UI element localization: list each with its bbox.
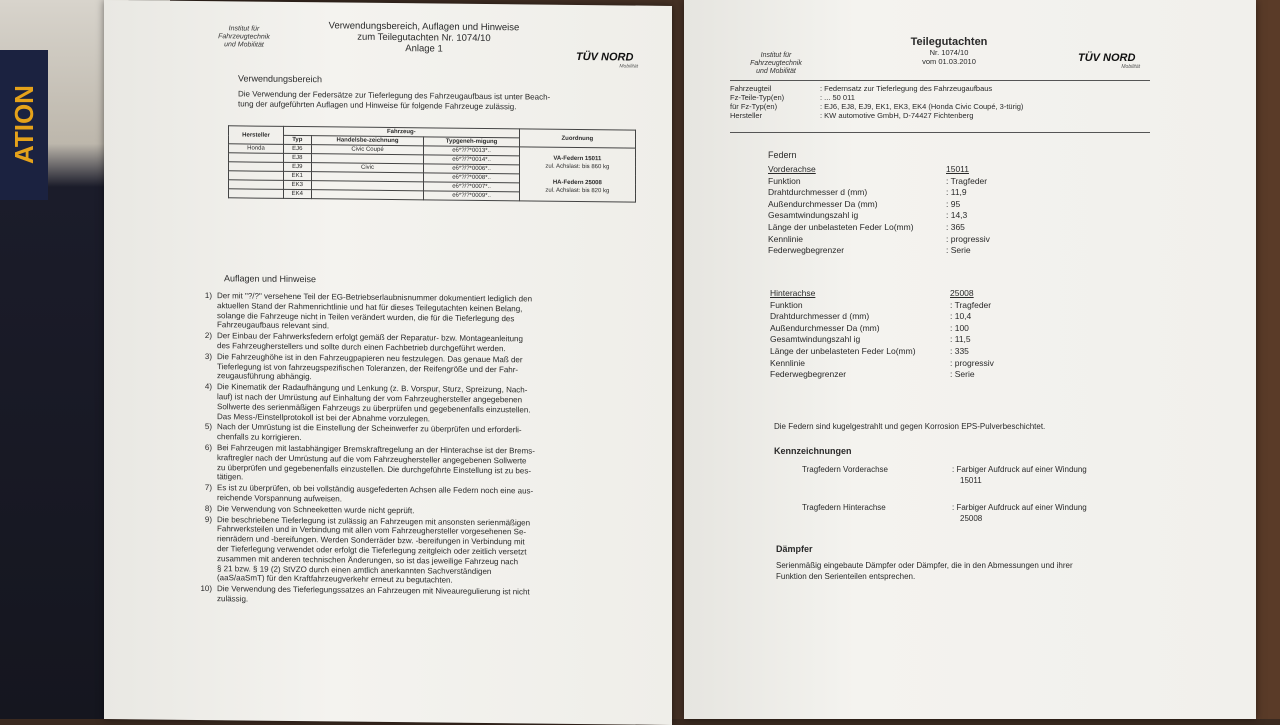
rear-axle-specs: Hinterachse 25008 Funktion : Tragfeder Drahtdurchmesser d (mm) : 10,4 Außendurchmesser Da (mm) : 100 Gesamtwindungszahl ig : 11,5 Länge der unbelasteten Feder Lo(mm) : 335 Kennlinie : progressiv Federwegbegrenzer : Serie: [770, 288, 994, 380]
col-header: Hersteller: [229, 126, 284, 145]
section-title: Auflagen und Hinweise: [224, 273, 317, 285]
tuv-logo: TÜV NORD Mobilität: [576, 50, 638, 70]
folder-cover-text: ATION: [0, 50, 48, 200]
assignment-cell: VA-Federn 15011 zul. Achslast: bis 860 kg HA-Federn 25008 zul. Achslast: bis 820 kg: [519, 147, 635, 202]
institute-label: Institut für Fahrzeugtechnik und Mobilität: [750, 52, 802, 75]
coating-note: Die Federn sind kugelgestrahlt und gegen Korrosion EPS-Pulverbeschichtet.: [774, 422, 1046, 431]
front-axle-specs: Vorderachse 15011 Funktion : Tragfeder Drahtdurchmesser d (mm) : 11,9 Außendurchmesser Da (mm) : 95 Gesamtwindungszahl ig : 14,3 Länge der unbelasteten Feder Lo(mm) : 365 Kennlinie : progressiv Federwegbegrenzer : Serie: [768, 164, 990, 256]
list-item: 2) Der Einbau der Fahrwerksfedern erfolgt gemäß der Reparatur- bzw. Montageanleitung des Fahrzeugherstellers und sollte durch einen Fachbetrieb durchgeführt werden.: [204, 331, 523, 354]
col-header: Handelsbe-zeichnung: [311, 136, 424, 146]
list-item: 10) Die Verwendung des Tieferlegungssatzes an Fahrzeugen mit Niveauregulierung ist nicht zulässig.: [200, 584, 530, 604]
divider: [730, 80, 1150, 81]
list-item: 7) Es ist zu überprüfen, ob bei vollständig ausgefederten Achsen alle Federn noch eine aus- reichende Vorspannung aufweisen.: [204, 483, 534, 504]
springs-title: Federn: [768, 150, 797, 160]
table-row: EJ9 Civic e6*?/?*0006*..: [229, 162, 636, 175]
document-header: Teilegutachten Nr. 1074/10 vom 01.03.2010: [910, 36, 988, 66]
page-header: Verwendungsbereich, Auflagen und Hinweise zum Teilegutachten Nr. 1074/10 Anlage 1: [328, 20, 520, 55]
table-row: EK4 e6*?/?*0009*..: [229, 189, 636, 202]
list-item: 8) Die Verwendung von Schneeketten wurde nicht geprüft.: [204, 503, 415, 515]
list-item: 5) Nach der Umrüstung ist die Einstellung der Scheinwerfer zu überprüfen und erforderli- chenfalls zu korrigieren.: [204, 422, 522, 443]
markings: [802, 464, 1202, 524]
list-item: Tragfedern Hinterachse : Farbiger Aufdruck auf einer Windung 25008: [802, 503, 1087, 523]
col-header: Typ: [284, 135, 312, 144]
table-row: EJ8 e6*?/?*0014*..: [229, 153, 636, 166]
list-item: Tragfedern Vorderachse : Farbiger Aufdruck auf einer Windung 15011: [802, 465, 1087, 485]
notes-list: [196, 291, 636, 608]
table-row: EK3 e6*?/?*0007*..: [229, 180, 636, 193]
table-row: EK1 e6*?/?*0008*..: [229, 171, 636, 184]
list-item: 6) Bei Fahrzeugen mit lastabhängiger Bremskraftregelung an der Hinterachse ist der Brems- kraftregler nach der Umrüstung auf die vom Fahrzeughersteller angegebenen Sollwerte zu überprüfen und gegebenenfalls einzustellen. Die durchgeführte Einstellung ist zu bes- tätigen.: [204, 443, 535, 482]
col-header: Typgeneh-migung: [424, 137, 519, 147]
list-item: 9) Die beschriebene Tieferlegung ist zulässig an Fahrzeugen mit ansonsten serienmäßigen Fahrwerksteilen und in Verbindung mit allen vom Fahrzeughersteller vorgesehenen Se- rienrädern und -bereifungen. Werden Sonderräder bzw. -bereifungen in Verbindung mit der Tieferlegung verwendet oder erfolgt die Tieferlegung zeitgleich oder zeitlich versetzt zusammen mit anderen technischen Änderungen, so ist das jeweilige Fahrzeug nach § 21 bzw. § 19 (2) StVZO durch einen amtlich anerkannten Sachverständigen (aaS/aaSmT) für den Kraftfahrzeugverkehr erneut zu begutachten.: [204, 514, 531, 585]
section-title: Verwendungsbereich: [238, 73, 323, 85]
section-text: Die Verwendung der Federsätze zur Tieferlegung des Fahrzeugaufbaus ist unter Beach- tung der aufgeführten Auflagen und Hinweise für folgende Fahrzeuge zulässig.: [238, 89, 551, 112]
vehicle-table: [228, 125, 636, 202]
tuv-logo: TÜV NORD Mobilität: [1078, 52, 1140, 70]
group-header: Fahrzeug-: [284, 126, 520, 137]
markings-title: Kennzeichnungen: [774, 446, 852, 456]
table-row: Honda EJ6 Civic Coupé e6*?/?*0013*.. VA-Federn 15011 zul. Achslast: bis 860 kg HA-Federn 25008 zul. Achslast: bis 820 kg: [229, 144, 636, 157]
divider: [730, 132, 1150, 133]
meta-block: Fahrzeugteil : Federnsatz zur Tieferlegung des Fahrzeugaufbaus Fz-Teile-Typ(en) : ... 50 011 für Fz-Typ(en) : EJ6, EJ8, EJ9, EK1, EK3, EK4 (Honda Civic Coupé, 3-türig) Hersteller : KW automotive GmbH, D-74427 Fichtenberg: [730, 84, 1024, 120]
list-item: 4) Die Kinematik der Radaufhängung und Lenkung (z. B. Vorspur, Sturz, Spreizung, Nach- lauf) ist nach der Umrüstung auf Einhaltung der vom Fahrzeughersteller angegebenen Sollwerte des serienmäßigen Fahrzeugs zu überprüfen und gegebenenfalls einzustellen. Das Mess-/Einstellprotokoll ist bei der Abnahme vorzulegen.: [204, 382, 531, 423]
list-item: 3) Die Fahrzeughöhe ist in den Fahrzeugpapieren neu festzulegen. Das genaue Maß der Tieferlegung ist von fahrzeugspezifischen Toleranzen, der Reifengröße und der Fahr- zeugausführung abhängig.: [204, 351, 523, 382]
col-header: Zuordnung: [519, 129, 635, 148]
right-page: [684, 0, 1256, 719]
damper-title: Dämpfer: [776, 544, 813, 554]
institute-label: Institut für Fahrzeugtechnik und Mobilität: [218, 25, 270, 49]
damper-text: Serienmäßig eingebaute Dämpfer oder Dämpfer, die in den Abmessungen und ihrer Funktion den Serienteilen entsprechen.: [776, 561, 1073, 581]
left-page: [104, 0, 672, 725]
list-item: 1) Der mit "?/?" versehene Teil der EG-Betriebserlaubnisnummer dokumentiert lediglich den aktuellen Stand der Rahmenrichtlinie und hat für dieses Teilegutachten keinen Belang, solange die Fahrzeuge nicht in Teilen verändert wurden, die für die Tieferlegung des Fahrzeugaufbaus relevant sind.: [204, 291, 533, 331]
